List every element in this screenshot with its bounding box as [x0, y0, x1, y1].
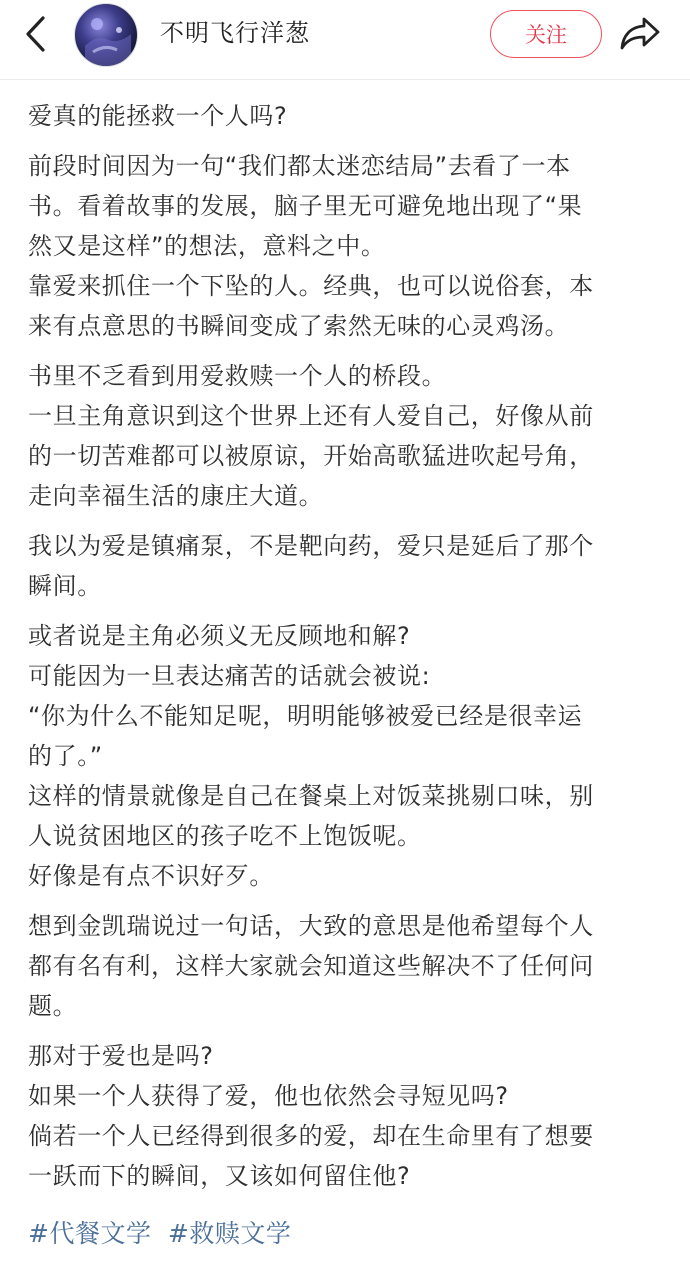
text-line: 的了。”	[28, 742, 103, 770]
text-line: 如果一个人获得了爱，他也依然会寻短见吗?	[28, 1082, 509, 1110]
paragraph	[28, 526, 668, 606]
text-line: 这样的情景就像是自己在餐桌上对饭菜挑剔口味，别	[28, 782, 594, 810]
text-line: 走向幸福生活的康庄大道。	[28, 482, 324, 510]
text-line: 那对于爱也是吗?	[28, 1042, 214, 1070]
text-line: 或者说是主角必须义无反顾地和解?	[28, 622, 411, 650]
back-button[interactable]	[16, 14, 56, 54]
paragraph	[28, 96, 668, 136]
text-line: “你为什么不能知足呢，明明能够被爱已经是很幸运	[28, 702, 583, 730]
paragraph	[28, 146, 668, 346]
back-arrow-icon	[23, 14, 49, 54]
text-line: 书。看着故事的发展，脑子里无可避免地出现了“果	[28, 192, 583, 220]
topic-tags	[28, 1216, 299, 1252]
text-line: 人说贫困地区的孩子吃不上饱饭呢。	[28, 822, 422, 850]
avatar-image	[75, 4, 138, 67]
top-bar	[0, 0, 690, 80]
text-line: 一跃而下的瞬间，又该如何留住他?	[28, 1162, 411, 1190]
text-line: 靠爱来抓住一个下坠的人。经典，也可以说俗套，本	[28, 272, 594, 300]
text-line: 我以为爱是镇痛泵，不是靶向药，爱只是延后了那个	[28, 532, 594, 560]
username[interactable]: 不明飞行洋葱	[160, 19, 310, 47]
text-line: 题。	[28, 992, 78, 1020]
topic-tag[interactable]: #代餐文学	[28, 1219, 152, 1248]
text-line: 的一切苦难都可以被原谅，开始高歌猛进吹起号角，	[28, 442, 594, 470]
text-line: 都有名有利，这样大家就会知道这些解决不了任何问	[28, 952, 594, 980]
text-line: 来有点意思的书瞬间变成了索然无味的心灵鸡汤。	[28, 312, 570, 340]
paragraph	[28, 356, 668, 516]
text-line: 爱真的能拯救一个人吗?	[28, 102, 288, 130]
paragraph	[28, 1036, 668, 1196]
text-line: 书里不乏看到用爱救赎一个人的桥段。	[28, 362, 447, 390]
text-line: 前段时间因为一句“我们都太迷恋结局”去看了一本	[28, 152, 571, 180]
topic-tag[interactable]: #救赎文学	[167, 1219, 292, 1248]
paragraph	[28, 616, 668, 896]
avatar[interactable]	[74, 3, 138, 67]
text-line: 可能因为一旦表达痛苦的话就会被说:	[28, 662, 431, 690]
text-line: 然又是这样”的想法，意料之中。	[28, 232, 386, 260]
post-body	[28, 96, 668, 1206]
share-button[interactable]	[614, 12, 666, 56]
text-line: 瞬间。	[28, 572, 102, 600]
text-line: 想到金凯瑞说过一句话，大致的意思是他希望每个人	[28, 912, 594, 940]
paragraph	[28, 906, 668, 1026]
text-line: 倘若一个人已经得到很多的爱，却在生命里有了想要	[28, 1122, 594, 1150]
share-icon	[618, 15, 662, 53]
text-line: 一旦主角意识到这个世界上还有人爱自己，好像从前	[28, 402, 594, 430]
follow-button[interactable]: 关注	[490, 10, 602, 58]
text-line: 好像是有点不识好歹。	[28, 862, 274, 890]
